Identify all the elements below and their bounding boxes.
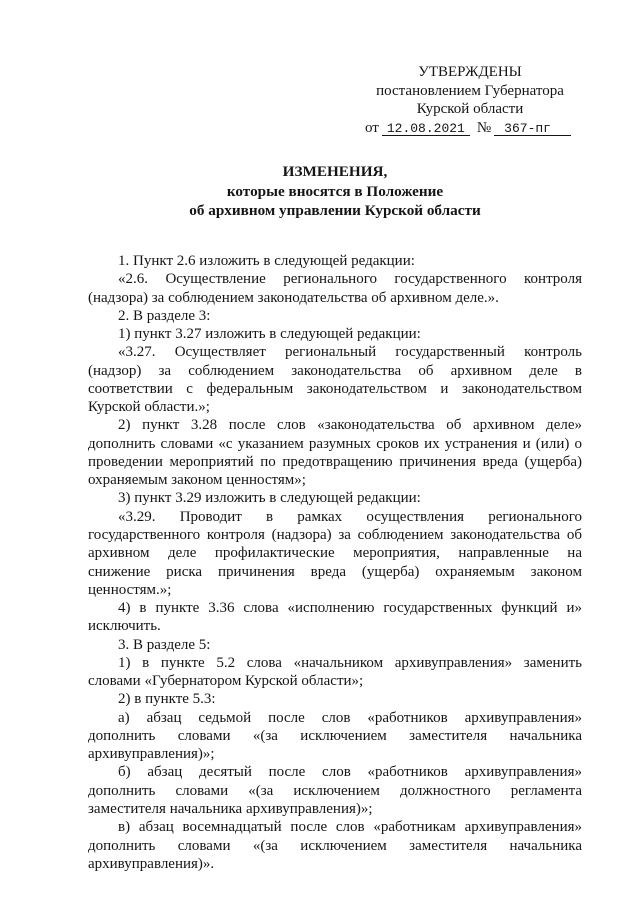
approval-date-line: [365, 119, 575, 138]
approval-date-prefix: от: [365, 119, 379, 136]
body-line: архивуправления)»;: [88, 746, 215, 763]
paragraph: [88, 690, 582, 708]
title-line: об архивном управлении Курской области: [189, 202, 481, 219]
body-line: 2) в пункте 5.3:: [118, 691, 216, 708]
title-heading: ИЗМЕНЕНИЯ,: [282, 163, 388, 180]
approval-heading: УТВЕРЖДЕНЫ: [418, 64, 522, 80]
paragraph: [88, 307, 582, 325]
body-line: заместителя начальника архивуправления)»;: [88, 800, 373, 817]
approval-line: Курской области: [416, 101, 524, 117]
body-line: 1. Пункт 2.6 изложить в следующей редакции:: [118, 253, 415, 269]
body-line: соответствии с федеральным законодательством и законодательством: [88, 380, 582, 397]
body-line: архивном деле профилактические мероприятия, направленные на: [88, 545, 582, 562]
body-line: 1) в пункте 5.2 слова «начальником архивуправления» заменить: [118, 654, 582, 671]
body-line: проведении мероприятий по предотвращению причинения вреда (ущерба): [88, 453, 582, 470]
title-line: которые вносятся в Положение: [226, 182, 444, 200]
body-line: дополнить словами «с указанием разумных сроков их устранения и (или) о: [88, 435, 582, 452]
body-line: «3.27. Осуществляет региональный государственный контроль: [118, 344, 582, 361]
body-line: словами «Губернатором Курской области»;: [88, 673, 364, 690]
body-line: 4) в пункте 3.36 слова «исполнению государственных функций и»: [118, 600, 582, 617]
body-line: (надзора) за соблюдением законодательства об архивном деле.».: [88, 289, 499, 306]
paragraph: [88, 599, 582, 636]
document-body: [88, 252, 582, 873]
approval-number-sign: №: [476, 119, 492, 136]
body-line: государственного контроля (надзора) за соблюдением законодательства об: [88, 526, 582, 543]
body-line: дополнить словами «(за исключением должностного регламента: [88, 782, 582, 799]
paragraph: [88, 763, 582, 818]
body-line: «2.6. Осуществление регионального государственного контроля: [118, 271, 582, 288]
body-line: а) абзац седьмой после слов «работников архивуправления»: [118, 709, 582, 726]
paragraph: [88, 489, 582, 507]
body-line: дополнить словами «(за исключением заместителя начальника: [88, 727, 582, 744]
paragraph: [88, 416, 582, 489]
paragraph: [88, 654, 582, 691]
body-line: Курской области.»;: [88, 399, 210, 416]
body-line: ценностям.»;: [88, 581, 172, 598]
body-line: 2. В разделе 3:: [118, 307, 211, 324]
approval-block: [365, 63, 575, 137]
paragraph: [88, 270, 582, 307]
body-line: охраняемым законом ценностям»;: [88, 472, 306, 489]
body-line: 3. В разделе 5:: [118, 636, 211, 653]
approval-date: 12.08.2021: [382, 123, 470, 136]
body-line: исключить.: [88, 618, 161, 635]
paragraph: [88, 325, 582, 343]
approval-number: 367-пг: [494, 123, 571, 136]
body-line: (надзор) за соблюдением законодательства об архивном деле в: [88, 362, 582, 379]
body-line: дополнить словами «(за исключением заместителя начальника: [88, 837, 582, 854]
body-line: в) абзац восемнадцатый после слов «работникам архивуправления»: [118, 819, 582, 836]
paragraph: [88, 709, 582, 764]
body-line: снижение риска причинения вреда (ущерба) охраняемым законом: [88, 563, 582, 580]
body-line: архивуправления)».: [88, 855, 215, 872]
paragraph: [88, 252, 582, 270]
body-line: «3.29. Проводит в рамках осуществления регионального: [118, 508, 582, 525]
body-line: б) абзац десятый после слов «работников архивуправления»: [118, 764, 582, 781]
document-title: [88, 162, 582, 221]
paragraph: [88, 636, 582, 654]
approval-line: постановлением Губернатора: [376, 82, 564, 99]
body-line: 2) пункт 3.28 после слов «законодательства об архивном деле»: [118, 417, 582, 434]
paragraph: [88, 343, 582, 416]
paragraph: [88, 508, 582, 599]
paragraph: [88, 818, 582, 873]
body-line: 1) пункт 3.27 изложить в следующей редакции:: [118, 326, 421, 343]
body-line: 3) пункт 3.29 изложить в следующей редакции:: [118, 490, 421, 507]
